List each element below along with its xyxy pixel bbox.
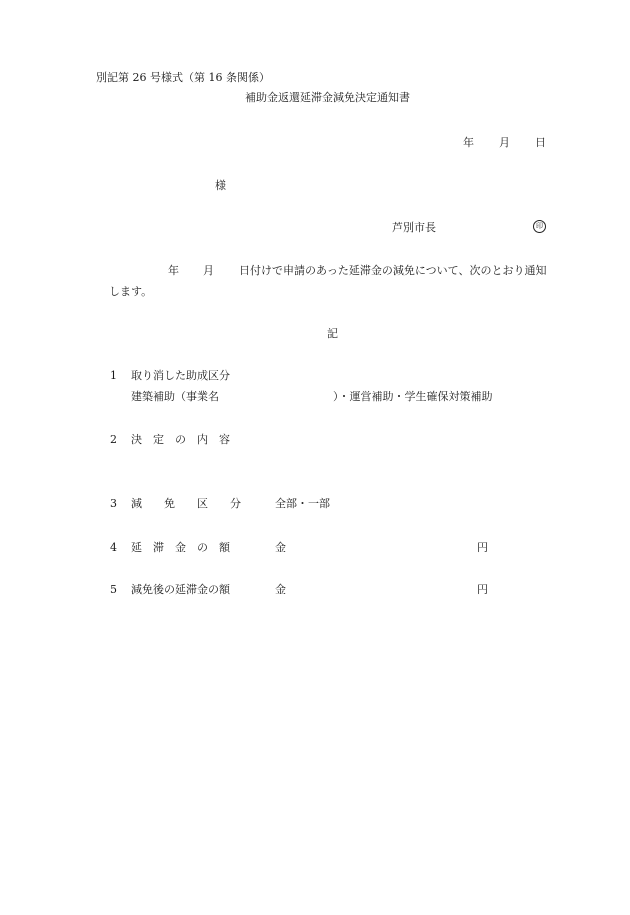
- issuer-name: 芦別市長: [392, 221, 436, 234]
- item-number: 5: [110, 583, 117, 596]
- intro-year: 年: [168, 264, 179, 277]
- item-detail-end: ）・運営補助・学生確保対策補助: [333, 390, 493, 403]
- intro-text: 日付けで申請のあった延滞金の減免について、次のとおり通知: [239, 264, 547, 277]
- item-number: 4: [110, 541, 117, 554]
- item-number: 3: [110, 497, 117, 510]
- document-title: 補助金返還延滞金減免決定通知書: [245, 91, 410, 104]
- intro-text-continued: します。: [109, 285, 153, 298]
- intro-month: 月: [203, 264, 214, 277]
- date-year: 年: [463, 136, 474, 149]
- form-reference: 別記第 26 号様式（第 16 条関係）: [96, 71, 270, 84]
- item-label: 減 免 区 分: [131, 497, 241, 510]
- amount-prefix: 金: [275, 541, 286, 554]
- item-label: 決 定 の 内 容: [131, 433, 230, 446]
- item-label: 取り消した助成区分: [131, 369, 230, 382]
- amount-unit: 円: [477, 541, 488, 554]
- item-number: 2: [110, 433, 117, 446]
- seal-mark: 印: [533, 220, 546, 233]
- ki-heading: 記: [327, 327, 338, 340]
- item-detail-start: 建築補助（事業名: [131, 390, 219, 403]
- addressee-suffix: 様: [215, 179, 226, 192]
- item-number: 1: [110, 369, 117, 382]
- amount-unit: 円: [477, 583, 488, 596]
- item-label: 減免後の延滞金の額: [131, 583, 230, 596]
- amount-prefix: 金: [275, 583, 286, 596]
- date-day: 日: [535, 136, 546, 149]
- item-label: 延 滞 金 の 額: [131, 541, 230, 554]
- item-value: 全部・一部: [275, 497, 330, 510]
- date-month: 月: [499, 136, 510, 149]
